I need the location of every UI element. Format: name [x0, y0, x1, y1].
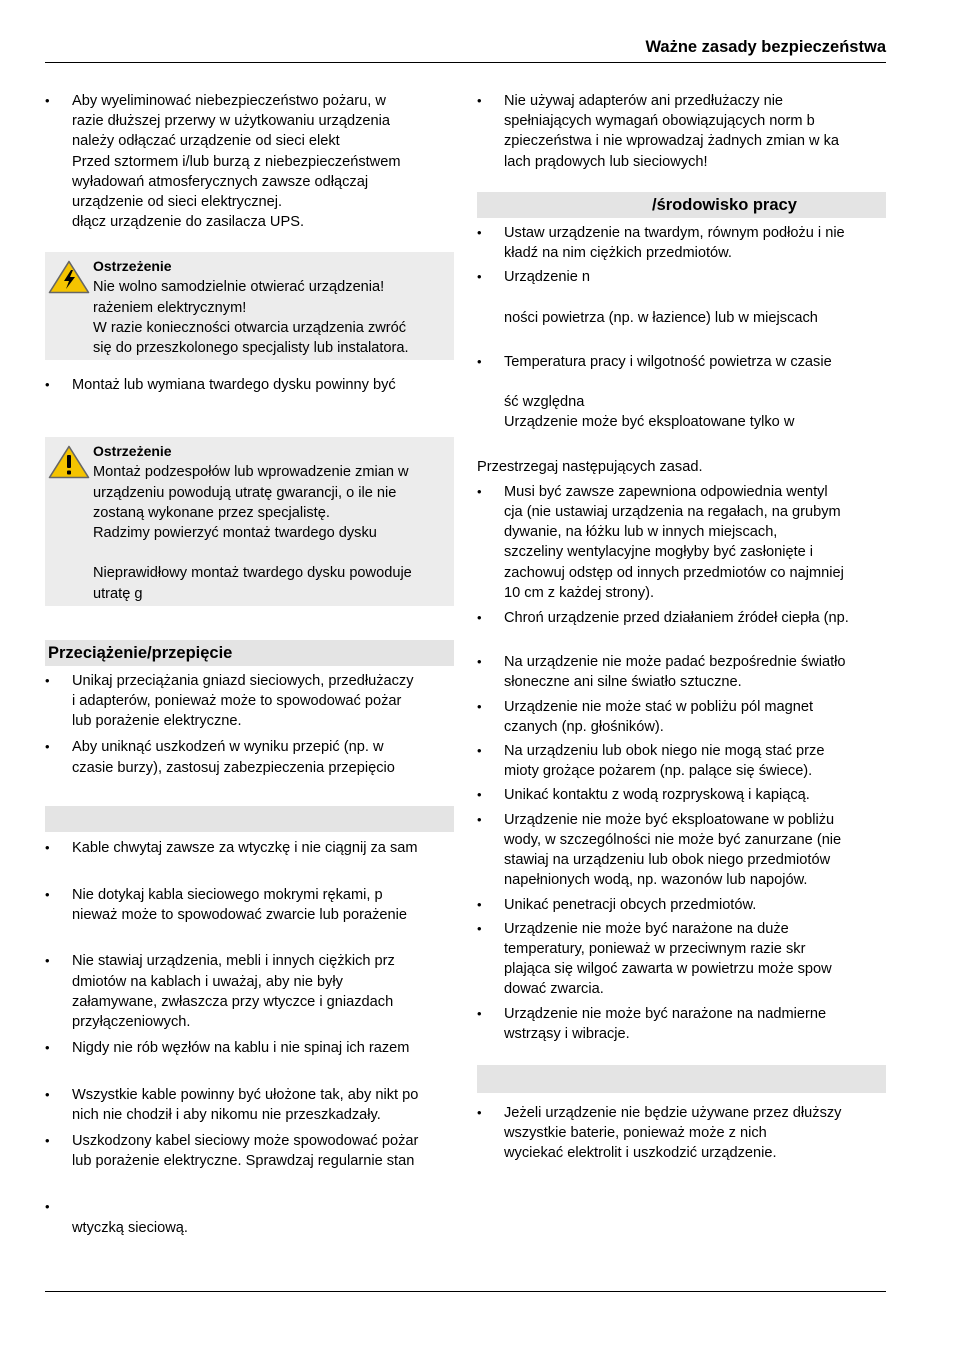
list-item-disk: • Montaż lub wymiana twardego dysku powinny być — [45, 375, 454, 395]
list-item: • Ustaw urządzenie na twardym, równym podłożu i nie kładź na nim ciężkich przedmiotów. — [477, 223, 886, 263]
warning-text: Nie wolno samodzielnie otwierać urządzenia! rażeniem elektrycznym! W razie konieczności otwarcia urządzenia zwróć się do przeszkolonego specjalisty lub instalatora. — [93, 279, 409, 357]
exclamation-warning-icon — [48, 445, 90, 479]
list-item: • Unikać penetracji obcych przedmiotów. — [477, 895, 886, 915]
list-item: • Kable chwytaj zawsze za wtyczkę i nie ciągnij za sam — [45, 838, 454, 858]
page-header-title: Ważne zasady bezpieczeństwa — [645, 38, 886, 56]
warning-box-assembly — [45, 437, 454, 605]
list-item: • Unikać kontaktu z wodą rozpryskową i kapiącą. — [477, 785, 886, 805]
list-item: • wtyczką sieciową. — [45, 1197, 454, 1237]
list-item-adapters: • Nie używaj adapterów ani przedłużaczy nie spełniających wymagań obowiązujących norm b zpieczeństwa i nie wprowadzaj żadnych zmian w ka lach prądowych lub sieciowych! — [477, 91, 886, 172]
list-item: • Nie stawiaj urządzenia, mebli i innych ciężkich prz dmiotów na kablach i uważaj, aby nie były załamywane, zwłaszcza przy wtyczce i gniazdach przyłączeniowych. — [45, 951, 454, 1032]
list-item: • Urządzenie nie może być narażone na nadmierne wstrząsy i wibracje. — [477, 1004, 886, 1044]
list-item: • Na urządzenie nie może padać bezpośrednie światło słoneczne ani silne światło sztuczne. — [477, 652, 886, 692]
left-column — [45, 91, 454, 1238]
rules-intro: Przestrzegaj następujących zasad. — [477, 458, 703, 475]
section-heading-environment: /środowisko pracy — [477, 192, 886, 218]
warning-title: Ostrzeżenie — [93, 443, 172, 460]
list-item: • Na urządzeniu lub obok niego nie mogą stać prze mioty grożące pożarem (np. palące się świece). — [477, 741, 886, 781]
list-item: • Uszkodzony kabel sieciowy może spowodować pożar lub porażenie elektryczne. Sprawdzaj regularnie stan — [45, 1131, 454, 1171]
section-heading-overload: Przeciążenie/przepięcie — [45, 640, 454, 666]
header-rule — [45, 62, 886, 63]
list-item: • Unikaj przeciążania gniazd sieciowych, przedłużaczy i adapterów, ponieważ może to spowodować pożar lub porażenie elektryczne. — [45, 671, 454, 732]
list-item: • Wszystkie kable powinny być ułożone tak, aby nikt po nich nie chodził i aby nikomu nie przeszkadzały. — [45, 1085, 454, 1125]
section-heading-cables — [45, 806, 454, 832]
right-column — [477, 91, 886, 1164]
warning-box-opening — [45, 252, 454, 360]
list-item: • Aby uniknąć uszkodzeń w wyniku przepić (np. w czasie burzy), zastosuj zabezpieczenia przepięcio — [45, 737, 454, 777]
list-item: • Nie dotykaj kabla sieciowego mokrymi rękami, p nieważ może to spowodować zwarcie lub porażenie — [45, 885, 454, 925]
list-item: • Chroń urządzenie przed działaniem źródeł ciepła (np. — [477, 608, 886, 628]
section-heading-batteries — [477, 1065, 886, 1093]
lightning-warning-icon — [48, 260, 90, 294]
list-item: • Temperatura pracy i wilgotność powietrza w czasie ść względna Urządzenie może być eksploatowane tylko w — [477, 352, 886, 433]
list-item: • Urządzenie nie może być eksploatowane w pobliżu wody, w szczególności nie może być zanurzane (nie stawiaj na urządzeniu lub obok niego przedmiotów napełnionych wodą, np. wazonów lub napojów. — [477, 810, 886, 891]
warning-title: Ostrzeżenie — [93, 258, 172, 275]
list-item: • Musi być zawsze zapewniona odpowiednia wentyl cja (nie ustawiaj urządzenia na regałach, na grubym dywanie, na łóżku lub w innych miejscach, szczeliny wentylacyjne mogłyby być zasłonięte i zachowuj odstęp od innych przedmiotów co najmniej 10 cm z każdej strony). — [477, 482, 886, 603]
list-item: • Jeżeli urządzenie nie będzie używane przez dłuższy wszystkie baterie, ponieważ może z nich wyciekać elektrolit i uszkodzić urządzenie. — [477, 1103, 886, 1164]
list-item: • Urządzenie nie może być narażone na duże temperatury, ponieważ w przeciwnym razie skr plająca się wilgoć zawarta w powietrzu może spow dować zwarcia. — [477, 919, 886, 1000]
list-item-fire: • Aby wyeliminować niebezpieczeństwo pożaru, w razie dłuższej przerwy w użytkowaniu urządzenia należy odłączać urządzenie od sieci elekt Przed sztormem i/lub burzą z niebezpieczeństwem wyładowań atmosferycznych zawsze odłączaj urządzenie od sieci elektrycznej. dłącz urządzenie do zasilacza UPS. — [45, 91, 454, 232]
warning-text: Montaż podzespołów lub wprowadzenie zmian w urządzeniu powodują utratę gwarancji, o ile nie zostaną wykonane przez specjalistę. Radzimy powierzyć montaż twardego dysku Nieprawidłowy montaż twardego dysku powoduje utratę g — [93, 464, 412, 602]
list-item: • Urządzenie nie może stać w pobliżu pól magnet czanych (np. głośników). — [477, 697, 886, 737]
list-item: • Nigdy nie rób węzłów na kablu i nie spinaj ich razem — [45, 1038, 454, 1058]
list-item: • Urządzenie n ności powietrza (np. w łazience) lub w miejscach — [477, 267, 886, 328]
footer-rule — [45, 1291, 886, 1292]
